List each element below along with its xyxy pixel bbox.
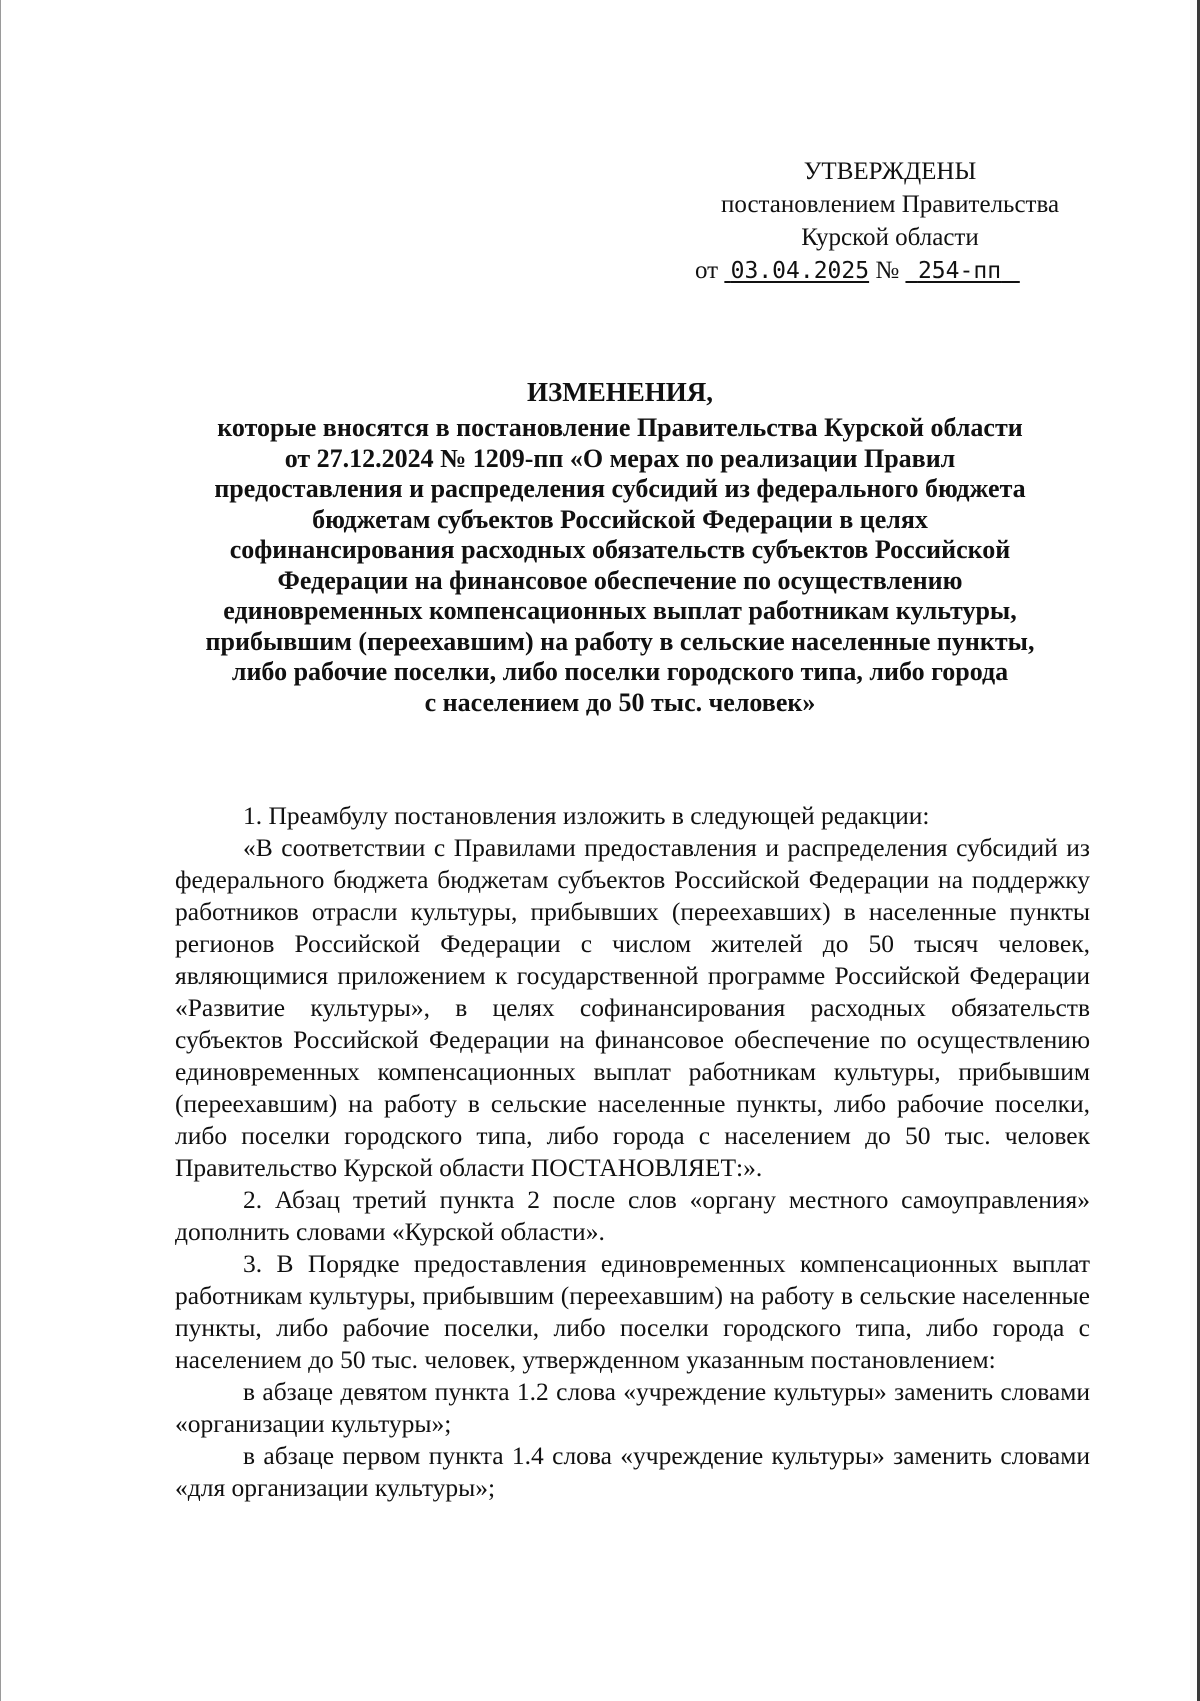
title-line: прибывшим (переехавшим) на работу в сельские населенные пункты, [205, 626, 1035, 656]
approval-line-2: постановлением Правительства [720, 191, 1060, 218]
paragraph-preamble: «В соответствии с Правилами предоставления и распределения субсидий из федерального бюджета бюджетам субъектов Российской Федерации на поддержку работников отрасли культуры, прибывших (переехавших) в населенные пункты регионов Российской Федерации с числом жителей до 50 тысяч человек, являющимися приложением к государственной программе Российской Федерации «Развитие культуры», в целях софинансирования расходных обязательств субъектов Российской Федерации на финансовое обеспечение по осуществлению единовременных компенсационных выплат работникам культуры, прибывшим (переехавшим) на работу в сельские населенные пункты, либо рабочие поселки, либо поселки городского типа, либо города с населением до 50 тыс. человек Правительство Курской области ПОСТАНОВЛЯЕТ:». [175, 833, 1090, 1182]
paragraph-item-1: 1. Преамбулу постановления изложить в следующей редакции: [243, 801, 930, 830]
document-title [160, 375, 1080, 718]
title-heading: ИЗМЕНЕНИЯ, [526, 377, 713, 407]
title-line: либо рабочие поселки, либо поселки городского типа, либо города [231, 657, 1009, 686]
approval-line-3: Курской области [801, 224, 979, 251]
number-sign: № [875, 257, 900, 284]
number-underline-lead [905, 257, 918, 284]
paragraph-item-2: 2. Абзац третий пункта 2 после слов «органу местного самоуправления» дополнить словами «Курской области». [175, 1185, 1090, 1246]
title-line: Федерации на финансовое обеспечение по осуществлению [277, 565, 963, 595]
approval-line-1: УТВЕРЖДЕНЫ [803, 158, 977, 185]
number-underline-tail [1001, 257, 1020, 284]
scan-edge-left [0, 0, 1, 1701]
document-date: 03.04.2025 [730, 258, 870, 284]
document-number: 254-пп [917, 258, 1002, 284]
document-body [175, 800, 1090, 1504]
paragraph-subitem-1-2: в абзаце девятом пункта 1.2 слова «учреждение культуры» заменить словами «организации культуры»; [175, 1377, 1090, 1438]
date-prefix: от [695, 257, 719, 284]
title-line: с населением до 50 тыс. человек» [424, 687, 816, 717]
approval-block [690, 155, 1090, 288]
title-line: предоставления и распределения субсидий из федерального бюджета [214, 474, 1026, 503]
title-line: которые вносятся в постановление Правительства Курской области [217, 413, 1023, 442]
title-line: от 27.12.2024 № 1209-пп «О мерах по реализации Правил [284, 443, 956, 473]
title-line: софинансирования расходных обязательств субъектов Российской [229, 535, 1011, 564]
title-line: бюджетам субъектов Российской Федерации в целях [312, 504, 928, 534]
approval-date-line [690, 254, 1090, 288]
title-line: единовременных компенсационных выплат работникам культуры, [223, 596, 1017, 625]
paragraph-item-3: 3. В Порядке предоставления единовременных компенсационных выплат работникам культуры, прибывшим (переехавшим) на работу в сельские населенные пункты, либо рабочие поселки, либо поселки городского типа, либо города с населением до 50 тыс. человек, утвержденном указанным постановлением: [175, 1249, 1090, 1374]
paragraph-subitem-1-4: в абзаце первом пункта 1.4 слова «учреждение культуры» заменить словами «для организации культуры»; [175, 1441, 1090, 1502]
